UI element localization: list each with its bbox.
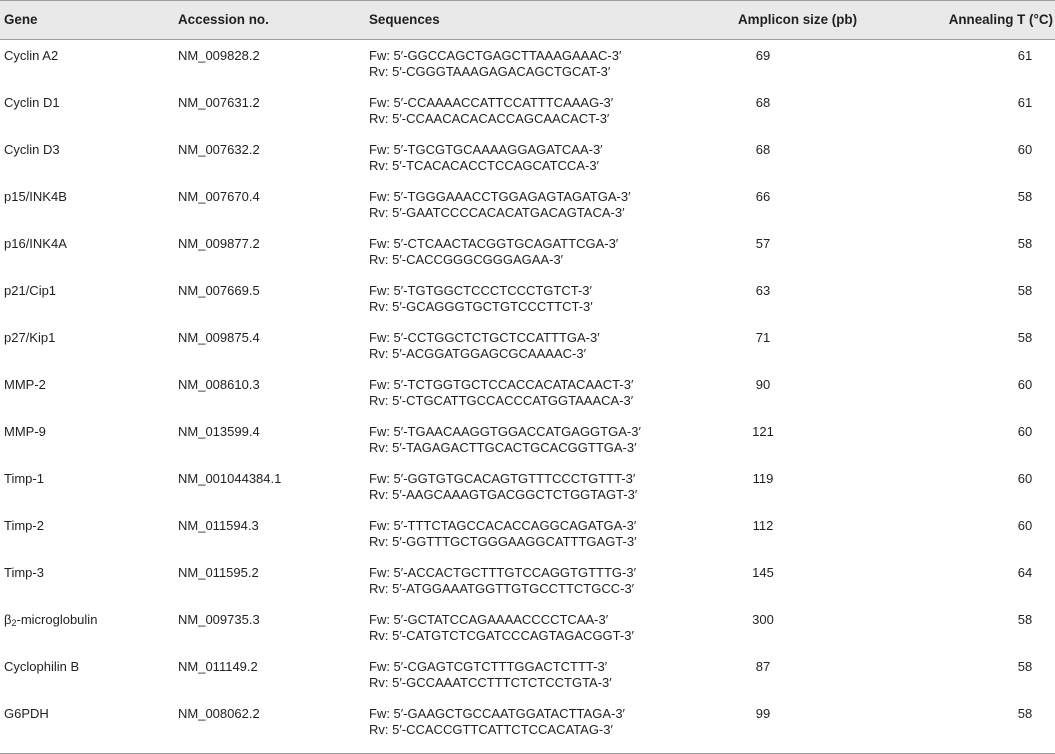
- forward-primer: Fw: 5′-CCAAAACCATTCCATTTCAAAG-3′: [369, 95, 614, 110]
- amplicon-cell: 66: [755, 189, 771, 204]
- sequence-cell: [369, 189, 631, 221]
- amplicon-cell: 87: [755, 659, 771, 674]
- amplicon-cell: 57: [755, 236, 771, 251]
- reverse-primer: Rv: 5′-TCACACACCTCCAGCATCCA-3′: [369, 158, 599, 173]
- header-sequences: Sequences: [369, 12, 440, 27]
- forward-primer: Fw: 5′-TGGGAAACCTGGAGAGTAGATGA-3′: [369, 189, 631, 204]
- table-row: [0, 40, 1055, 87]
- annealing-cell: 60: [1017, 518, 1033, 533]
- annealing-cell: 60: [1017, 424, 1033, 439]
- gene-cell: Cyclophilin B: [4, 659, 80, 674]
- table-row: [0, 510, 1055, 557]
- table-row: [0, 604, 1055, 651]
- annealing-cell: 58: [1017, 189, 1033, 204]
- table-row: [0, 322, 1055, 369]
- sequence-cell: [369, 236, 618, 268]
- annealing-cell: 58: [1017, 612, 1033, 627]
- top-rule: [0, 0, 1055, 1]
- accession-cell: NM_011149.2: [178, 659, 258, 674]
- sequence-cell: [369, 424, 641, 456]
- table-row: [0, 463, 1055, 510]
- gene-cell: G6PDH: [4, 706, 49, 721]
- reverse-primer: Rv: 5′-GCCAAATCCTTTCTCTCCTGTA-3′: [369, 675, 612, 690]
- reverse-primer: Rv: 5′-GAATCCCCACACATGACAGTACA-3′: [369, 205, 625, 220]
- gene-cell: Cyclin A2: [4, 48, 59, 63]
- gene-suffix: -microglobulin: [16, 612, 98, 627]
- forward-primer: Fw: 5′-CTCAACTACGGTGCAGATTCGA-3′: [369, 236, 619, 251]
- reverse-primer: Rv: 5′-ACGGATGGAGCGCAAAAC-3′: [369, 346, 587, 361]
- accession-cell: NM_009877.2: [178, 236, 260, 251]
- amplicon-cell: 119: [752, 471, 774, 486]
- amplicon-cell: 69: [755, 48, 771, 63]
- sequence-cell: [369, 565, 636, 597]
- forward-primer: Fw: 5′-TGAACAAGGTGGACCATGAGGTGA-3′: [369, 424, 641, 439]
- gene-cell: p21/Cip1: [4, 283, 57, 298]
- sequence-cell: [369, 330, 600, 362]
- forward-primer: Fw: 5′-GAAGCTGCCAATGGATACTTAGA-3′: [369, 706, 625, 721]
- forward-primer: Fw: 5′-ACCACTGCTTTGTCCAGGTGTTTG-3′: [369, 565, 637, 580]
- gene-cell: Cyclin D1: [4, 95, 60, 110]
- gene-cell: Timp-2: [4, 518, 44, 533]
- gene-beta: β: [4, 612, 12, 627]
- forward-primer: Fw: 5′-GGCCAGCTGAGCTTAAAGAAAC-3′: [369, 48, 622, 63]
- gene-cell: MMP-9: [4, 424, 46, 439]
- sequence-cell: [369, 471, 637, 503]
- accession-cell: NM_007631.2: [178, 95, 260, 110]
- accession-cell: NM_007632.2: [178, 142, 260, 157]
- reverse-primer: Rv: 5′-GCAGGGTGCTGTCCCTTCT-3′: [369, 299, 593, 314]
- accession-cell: NM_011595.2: [178, 565, 259, 580]
- table-row: [0, 369, 1055, 416]
- amplicon-cell: 145: [752, 565, 774, 580]
- table-row: [0, 181, 1055, 228]
- forward-primer: Fw: 5′-GGTGTGCACAGTGTTTCCCTGTTT-3′: [369, 471, 636, 486]
- gene-cell: p27/Kip1: [4, 330, 56, 345]
- table-row: [0, 651, 1055, 698]
- sequence-cell: [369, 283, 593, 315]
- amplicon-cell: 112: [752, 518, 774, 533]
- reverse-primer: Rv: 5′-CCAACACACACCAGCAACACT-3′: [369, 111, 610, 126]
- gene-cell: Timp-1: [4, 471, 44, 486]
- forward-primer: Fw: 5′-GCTATCCAGAAAACCCCTCAA-3′: [369, 612, 609, 627]
- annealing-cell: 58: [1017, 659, 1033, 674]
- header-gene: Gene: [4, 12, 38, 27]
- amplicon-cell: 121: [752, 424, 774, 439]
- accession-cell: NM_011594.3: [178, 518, 259, 533]
- gene-cell: [4, 612, 97, 628]
- table-row: [0, 698, 1055, 745]
- table-row: [0, 87, 1055, 134]
- gene-cell: p16/INK4A: [4, 236, 67, 251]
- gene-cell: Cyclin D3: [4, 142, 60, 157]
- amplicon-cell: 300: [752, 612, 774, 627]
- gene-cell: Timp-3: [4, 565, 44, 580]
- accession-cell: NM_001044384.1: [178, 471, 282, 486]
- reverse-primer: Rv: 5′-CTGCATTGCCACCCATGGTAAACA-3′: [369, 393, 634, 408]
- table-row: [0, 134, 1055, 181]
- amplicon-cell: 99: [755, 706, 771, 721]
- header-amplicon-size: Amplicon size (pb): [738, 12, 858, 27]
- reverse-primer: Rv: 5′-AAGCAAAGTGACGGCTCTGGTAGT-3′: [369, 487, 638, 502]
- annealing-cell: 60: [1017, 377, 1033, 392]
- reverse-primer: Rv: 5′-CCACCGTTCATTCTCCACATAG-3′: [369, 722, 613, 737]
- forward-primer: Fw: 5′-TTTCTAGCCACACCAGGCAGATGA-3′: [369, 518, 637, 533]
- sequence-cell: [369, 518, 637, 550]
- table-row: [0, 557, 1055, 604]
- forward-primer: Fw: 5′-CGAGTCGTCTTTGGACTCTTT-3′: [369, 659, 608, 674]
- sequence-cell: [369, 612, 634, 644]
- sequence-cell: [369, 659, 612, 691]
- reverse-primer: Rv: 5′-CATGTCTCGATCCCAGTAGACGGT-3′: [369, 628, 634, 643]
- amplicon-cell: 71: [755, 330, 771, 345]
- reverse-primer: Rv: 5′-CACCGGGCGGGAGAA-3′: [369, 252, 564, 267]
- header-accession: Accession no.: [178, 12, 269, 27]
- reverse-primer: Rv: 5′-CGGGTAAAGAGACAGCTGCAT-3′: [369, 64, 611, 79]
- accession-cell: NM_008610.3: [178, 377, 260, 392]
- sequence-cell: [369, 95, 613, 127]
- amplicon-cell: 63: [755, 283, 771, 298]
- reverse-primer: Rv: 5′-ATGGAAATGGTTGTGCCTTCTGCC-3′: [369, 581, 635, 596]
- accession-cell: NM_009875.4: [178, 330, 260, 345]
- gene-subscript: 2: [11, 618, 17, 628]
- accession-cell: NM_007669.5: [178, 283, 260, 298]
- reverse-primer: Rv: 5′-TAGAGACTTGCACTGCACGGTTGA-3′: [369, 440, 637, 455]
- gene-cell: p15/INK4B: [4, 189, 67, 204]
- header-annealing-temp: Annealing T (°C): [948, 12, 1053, 27]
- annealing-cell: 64: [1017, 565, 1033, 580]
- annealing-cell: 61: [1017, 95, 1033, 110]
- annealing-cell: 60: [1017, 471, 1033, 486]
- annealing-cell: 60: [1017, 142, 1033, 157]
- amplicon-cell: 68: [755, 95, 771, 110]
- accession-cell: NM_007670.4: [178, 189, 260, 204]
- accession-cell: NM_009828.2: [178, 48, 260, 63]
- forward-primer: Fw: 5′-TCTGGTGCTCCACCACATACAACT-3′: [369, 377, 634, 392]
- sequence-cell: [369, 142, 603, 174]
- gene-cell: MMP-2: [4, 377, 46, 392]
- sequence-cell: [369, 48, 621, 80]
- table-row: [0, 416, 1055, 463]
- accession-cell: NM_009735.3: [178, 612, 260, 627]
- sequence-cell: [369, 706, 625, 738]
- forward-primer: Fw: 5′-TGTGGCTCCCTCCCTGTCT-3′: [369, 283, 592, 298]
- table-row: [0, 228, 1055, 275]
- annealing-cell: 58: [1017, 330, 1033, 345]
- table-header: [0, 0, 1055, 40]
- annealing-cell: 58: [1017, 236, 1033, 251]
- annealing-cell: 61: [1017, 48, 1033, 63]
- reverse-primer: Rv: 5′-GGTTTGCTGGGAAGGCATTTGAGT-3′: [369, 534, 637, 549]
- amplicon-cell: 68: [755, 142, 771, 157]
- forward-primer: Fw: 5′-CCTGGCTCTGCTCCATTTGA-3′: [369, 330, 600, 345]
- annealing-cell: 58: [1017, 706, 1033, 721]
- annealing-cell: 58: [1017, 283, 1033, 298]
- sequence-cell: [369, 377, 633, 409]
- accession-cell: NM_013599.4: [178, 424, 260, 439]
- accession-cell: NM_008062.2: [178, 706, 260, 721]
- table-row: [0, 275, 1055, 322]
- amplicon-cell: 90: [755, 377, 771, 392]
- forward-primer: Fw: 5′-TGCGTGCAAAAGGAGATCAA-3′: [369, 142, 603, 157]
